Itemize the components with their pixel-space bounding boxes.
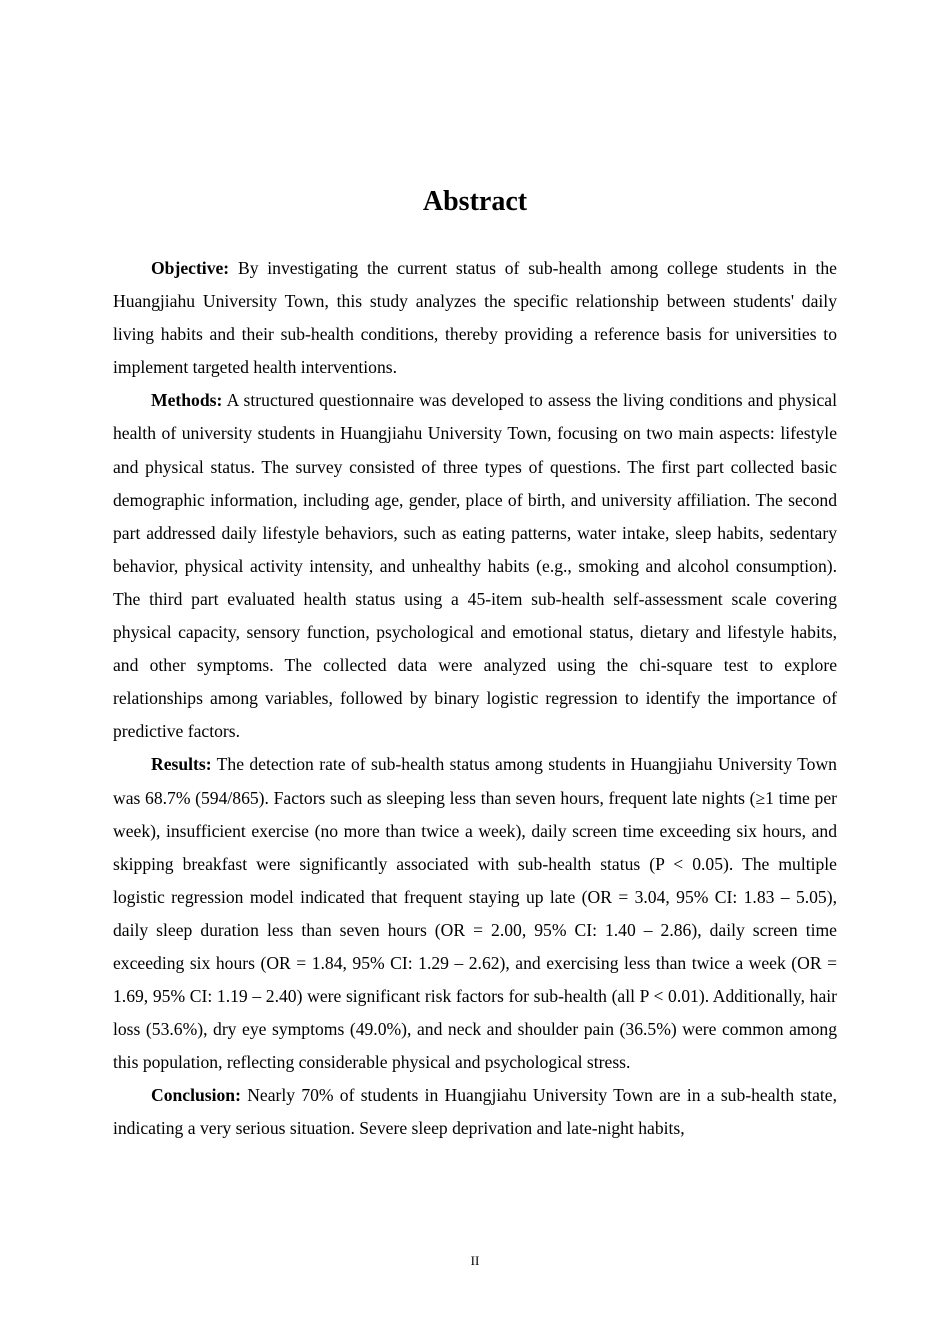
conclusion-paragraph <box>113 1079 837 1145</box>
objective-text: By investigating the current status of sub-health among college students in the Huangjiahu University Town, this study analyzes the specific relationship between students' daily living habits and their sub-health conditions, thereby providing a reference basis for universities to implement targeted health interventions. <box>113 258 837 378</box>
methods-paragraph <box>113 384 837 748</box>
conclusion-text: Nearly 70% of students in Huangjiahu University Town are in a sub-health state, indicating a very serious situation. Severe sleep deprivation and late-night habits, <box>113 1085 837 1139</box>
page-number: II <box>470 1253 480 1268</box>
abstract-title: Abstract <box>422 186 528 217</box>
conclusion-label: Conclusion: <box>151 1085 241 1106</box>
methods-text: A structured questionnaire was developed to assess the living conditions and physical health of university students in Huangjiahu University Town, focusing on two main aspects: lifestyle and physical status. The survey consisted of three types of questions. The first part collected basic demographic information, including age, gender, place of birth, and university affiliation. The second part addressed daily lifestyle behaviors, such as eating patterns, water intake, sleep habits, sedentary behavior, physical activity intensity, and unhealthy habits (e.g., smoking and alcohol consumption). The third part evaluated health status using a 45-item sub-health self-assessment scale covering physical capacity, sensory function, psychological and emotional status, dietary and lifestyle habits, and other symptoms. The collected data were analyzed using the chi-square test to explore relationships among variables, followed by binary logistic regression to identify the importance of predictive factors. <box>113 390 837 742</box>
methods-label: Methods: <box>151 390 223 411</box>
abstract-body <box>113 252 837 1146</box>
results-text: The detection rate of sub-health status among students in Huangjiahu University Town was 68.7% (594/865). Factors such as sleeping less than seven hours, frequent late nights (≥1 time per week), insufficient exercise (no more than twice a week), daily screen time exceeding six hours, and skipping breakfast were significantly associated with sub-health status (P < 0.05). The multiple logistic regression model indicated that frequent staying up late (OR = 3.04, 95% CI: 1.83 – 5.05), daily sleep duration less than seven hours (OR = 2.00, 95% CI: 1.40 – 2.86), daily screen time exceeding six hours (OR = 1.84, 95% CI: 1.29 – 2.62), and exercising less than twice a week (OR = 1.69, 95% CI: 1.19 – 2.40) were significant risk factors for sub-health (all P < 0.01). Additionally, hair loss (53.6%), dry eye symptoms (49.0%), and neck and shoulder pain (36.5%) were common among this population, reflecting considerable physical and psychological stress. <box>113 754 837 1073</box>
objective-label: Objective: <box>151 258 230 278</box>
results-label: Results: <box>151 754 212 775</box>
objective-paragraph <box>113 252 837 384</box>
results-paragraph <box>113 748 837 1079</box>
